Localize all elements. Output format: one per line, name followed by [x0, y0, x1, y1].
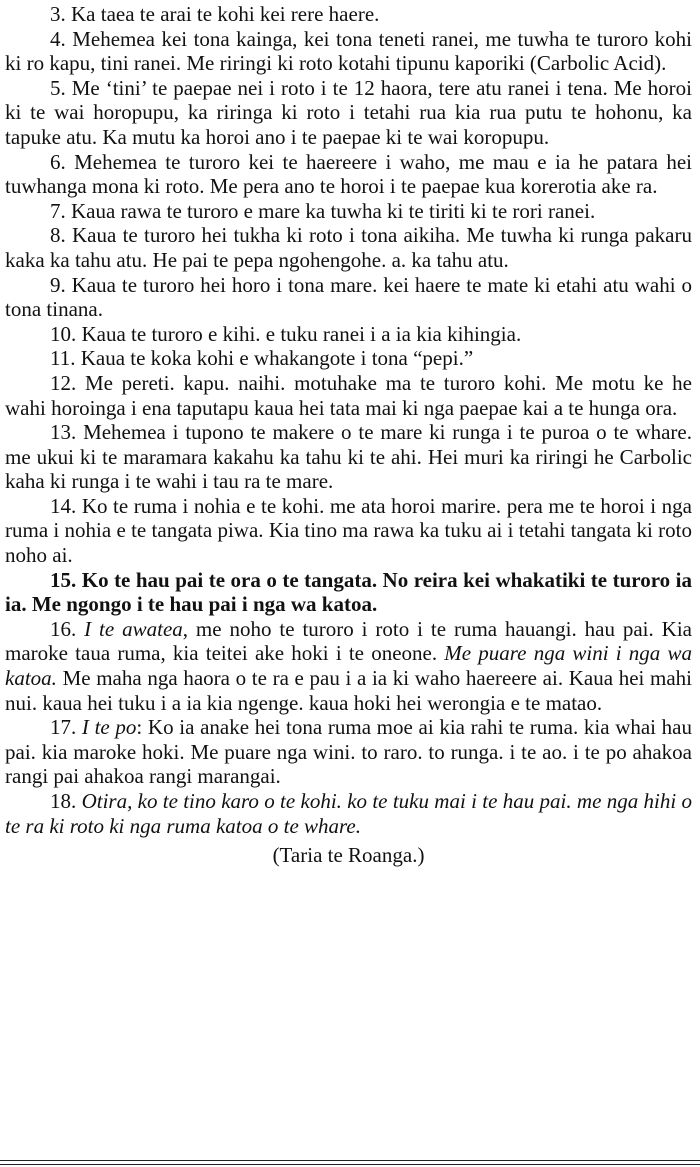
item-17 [5, 715, 692, 789]
item-17-text: : Ko ia anake hei tona ruma moe ai kia rahi te ruma. kia whai hau pai. kia maroke hoki. Me puare nga wini. to raro. to runga. i te ao. i te po ahakoa rangi pai ahakoa rangi marangai. [5, 715, 693, 789]
item-16-text-end: Me maha nga haora o te ra e pau i a ia ki waho haereere ai. Kaua hei mahi nui. kaua hei tuku i a ia kia ngenge. kaua hoki hei werongia e te matao. [5, 666, 692, 715]
item-7: 7. Kaua rawa te turoro e mare ka tuwha ki te tiriti ki te rori ranei. [50, 198, 596, 223]
item-6: 6. Mehemea te turoro kei te haereere i waho, me mau e ia he patara hei tuwhanga mona ki roto. Me pera ano te horoi i te paepae kua korerotia ake ra. [5, 149, 692, 199]
bottom-rule [0, 1160, 700, 1161]
continuation-note: (Taria te Roanga.) [272, 843, 425, 868]
item-18 [5, 789, 692, 838]
item-9: 9. Kaua te turoro hei horo i tona mare. kei haere te mate ki etahi atu wahi o tona tinana. [5, 272, 692, 322]
item-12: 12. Me pereti. kapu. naihi. motuhake ma te turoro kohi. Me motu ke he wahi horoinga i ena taputapu kaua hei tata mai ki nga paepae kai a te hunga ora. [5, 370, 692, 420]
item-14: 14. Ko te ruma i nohia e te kohi. me ata horoi marire. pera me te horoi i nga ruma i nohia e te tangata piwa. Kia tino ma rawa ka tuku ai i tetahi tangata ki roto noho ai. [5, 493, 692, 568]
item-16 [5, 617, 692, 715]
item-10: 10. Kaua te turoro e kihi. e tuku ranei i a ia kia kihingia. [50, 321, 522, 346]
item-11: 11. Kaua te koka kohi e whakangote i tona “pepi.” [50, 346, 474, 371]
item-16-number: 16. [50, 616, 85, 641]
item-5: 5. Me ‘tini’ te paepae nei i roto i te 12 haora, tere atu ranei i tena. Me horoi ki te wai horopupu, ka riringa ki roto i tetahi rua kia rua putu te hohonu, ka tapuke atu. Ka mutu ka horoi ano i te paepae ki te wai koropupu. [5, 75, 692, 149]
item-16-text: , me noho te turoro i roto i te ruma hauangi. hau pai. Kia maroke taua ruma, kia teitei ake hoki i te oneone. [5, 616, 692, 666]
item-15: 15. Ko te hau pai te ora o te tangata. No reira kei whakatiki te turoro ia ia. Me ngongo i te hau pai i nga wa katoa. [5, 567, 692, 617]
item-16-emphasis-wini: Me puare nga wini i nga wa katoa. [5, 641, 692, 691]
item-17-number: 17. [50, 715, 82, 740]
item-17-emphasis-po: I te po [81, 715, 137, 740]
item-3: 3. Ka taea te arai te kohi kei rere haere. [50, 2, 380, 26]
item-13: 13. Mehemea i tupono te makere o te mare ki runga i te puroa o te whare. me ukui ki te maramara kakahu ka tahu ki te ahi. Hei muri ka riringi he Carbolic kaha ki runga i te wahi i tau ra te mare. [5, 420, 692, 494]
item-18-emphasis: Otira, ko te tino karo o te kohi. ko te tuku mai i te hau pai. me nga hihi o te ra ki roto ki nga ruma katoa o te whare. [5, 789, 692, 838]
item-16-emphasis-awatea: I te awatea [84, 616, 183, 641]
item-18-number: 18. [50, 789, 82, 813]
item-4: 4. Mehemea kei tona kainga, kei tona teneti ranei, me tuwha te turoro kohi ki ro kapu, tini ranei. Me riringi ki roto kotahi tipunu kaporiki (Carbolic Acid). [5, 26, 692, 76]
bottom-rule-double [0, 1164, 700, 1165]
item-8: 8. Kaua te turoro hei tukha ki roto i tona aikiha. Me tuwha ki runga pakaru kaka ka tahu atu. He pai te pepa ngohengohe. a. ka tahu atu. [5, 223, 692, 272]
